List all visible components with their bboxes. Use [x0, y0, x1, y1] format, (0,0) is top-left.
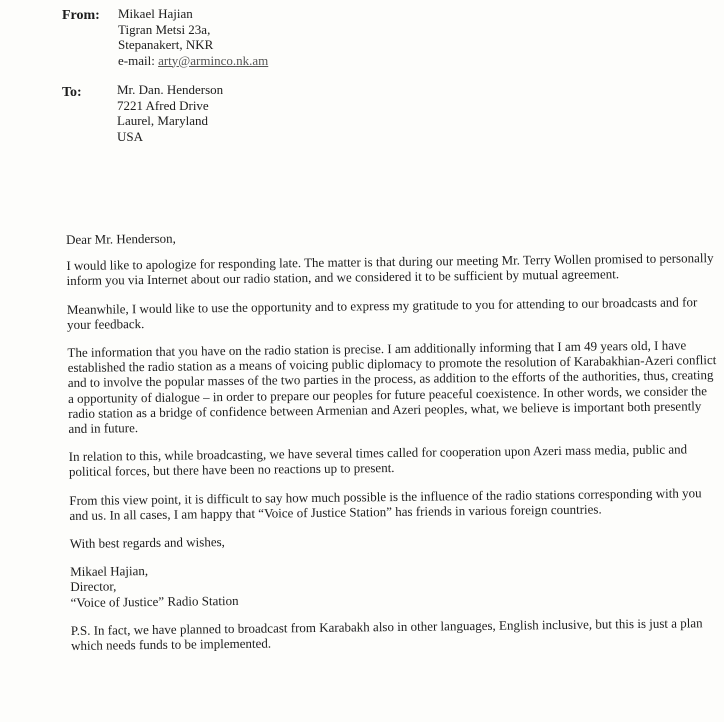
paragraph-apology: I would like to apologize for responding late. The matter is that during our meeting Mr. Terry Wollen promised to personally inform you via Internet about our radio station, and we considered it to be sufficient by mutual agreement.	[66, 250, 714, 289]
signature-org: “Voice of Justice” Radio Station	[70, 592, 239, 610]
signature-block	[70, 556, 721, 610]
recipient-name: Mr. Dan. Henderson	[117, 82, 224, 97]
paragraph-station-info: The information that you have on the radio station is precise. I am additionally informing that I am 49 years old, I have established the radio station as a means of voicing public diplomacy to promote the resolution of Karabakhian-Azeri conflict and to involve the popular masses of the two parties in the process, as addition to the efforts of the authorities, thus, creating a opportunity of dialogue – in order to prepare our peoples for future peaceful coexistence. In other words, we consider the radio station as a bridge of confidence between Armenian and Azeri peoples, what, we believe is important both presently and in future.	[67, 337, 717, 437]
paragraph-cooperation: In relation to this, while broadcasting, we have several times called for cooperation upon Azeri mass media, public and political forces, but there have been no reactions up to present.	[68, 441, 688, 480]
sender-city: Stepanakert, NKR	[118, 37, 214, 52]
email-prefix: e-mail:	[118, 52, 159, 68]
recipient-country: USA	[117, 128, 144, 144]
sender-street: Tigran Metsi 23a,	[118, 21, 211, 37]
paragraph-influence: From this view point, it is difficult to say how much possible is the influence of the radio stations corresponding with you and us. In all cases, I am happy that “Voice of Justice Station” has friends in various foreign countries.	[69, 484, 702, 523]
paragraph-gratitude: Meanwhile, I would like to use the opportunity and to express my gratitude to you for attending to our broadcasts and for your feedback.	[66, 293, 698, 332]
sender-email-line	[118, 53, 268, 69]
sender-name: Mikael Hajian	[118, 6, 193, 21]
to-label: To:	[62, 85, 82, 100]
letter-body	[66, 224, 721, 666]
closing: With best regards and wishes,	[69, 534, 225, 552]
recipient-street: 7221 Afred Drive	[117, 97, 209, 113]
salutation: Dear Mr. Henderson,	[66, 230, 176, 247]
signature-name: Mikael Hajian,	[70, 563, 149, 580]
recipient-address	[117, 82, 223, 144]
sender-email-link[interactable]: arty@arminco.nk.am	[158, 52, 269, 68]
sender-address	[118, 6, 268, 68]
recipient-city: Laurel, Maryland	[117, 113, 208, 128]
signature-title: Director,	[70, 578, 117, 595]
postscript: P.S. In fact, we have planned to broadcast from Karabakh also in other languages, English inclusive, but this is just a plan which needs funds to be implemented.	[70, 615, 703, 654]
from-label: From:	[62, 8, 100, 23]
